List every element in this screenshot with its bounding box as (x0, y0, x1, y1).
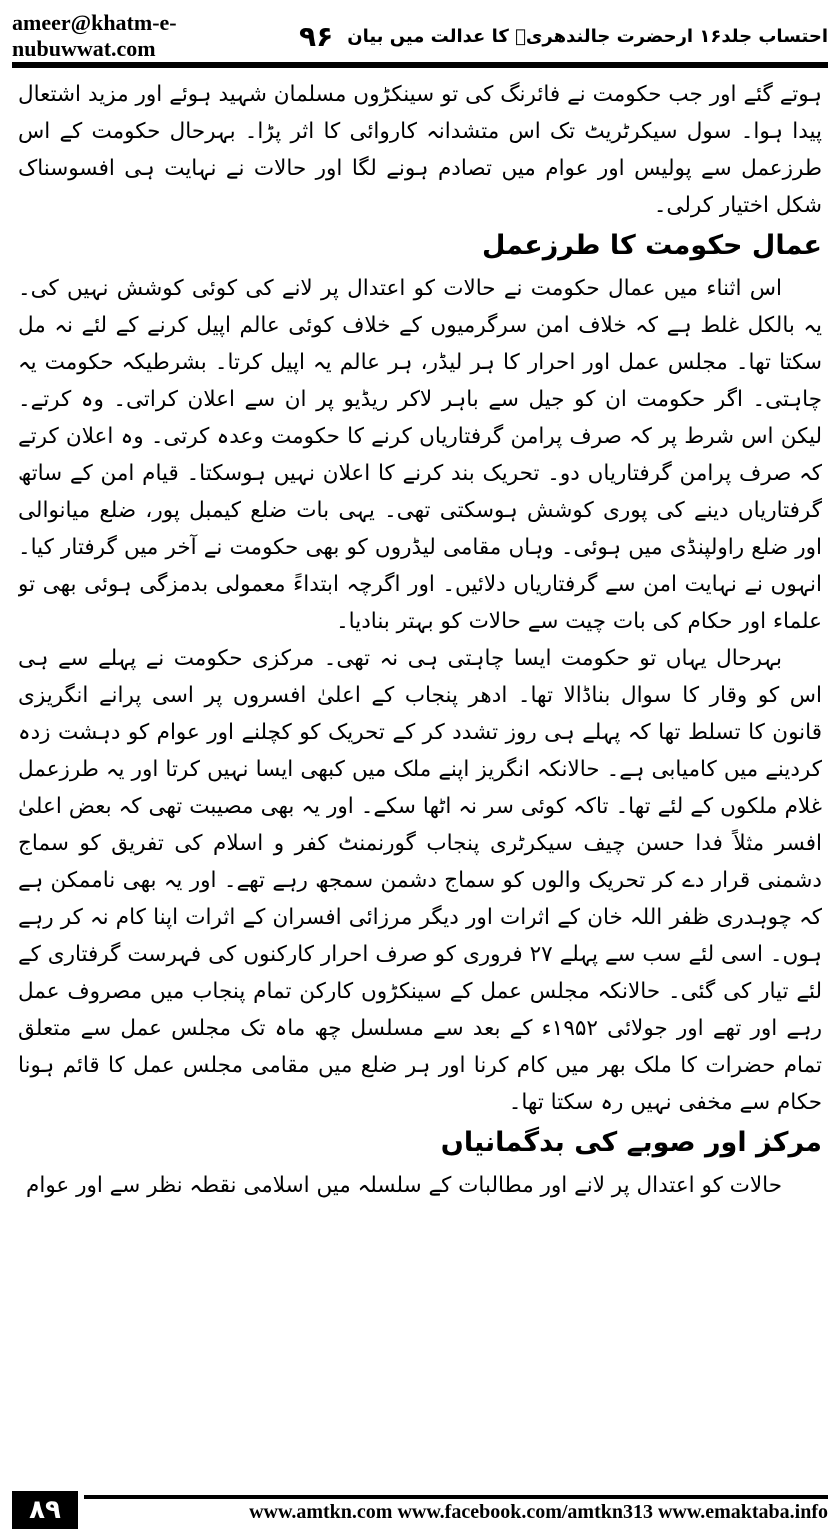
page-header (12, 10, 828, 61)
header-rule (12, 62, 828, 68)
section-heading-officials: عمال حکومت کا طرزعمل (482, 230, 822, 261)
paragraph: اس اثناء میں عمال حکومت نے حالات کو اعتدال پر لانے کی کوئی کوشش نہیں کی۔ یہ بالکل غلط ہے کہ خلاف امن سرگرمیوں کے خلاف کوئی عالم اپیل کرنے کے لئے نہ مل سکتا تھا۔ مجلس عمل اور احرار کا ہر لیڈر، ہر عالم یہ اپیل کرتا۔ بشرطیکہ حکومت یہ چاہتی۔ اگر حکومت ان کو جیل سے باہر لاکر ریڈیو پر ان سے اعلان کراتی۔ وہ کرتے۔ لیکن اس شرط پر کہ صرف پرامن گرفتاریاں کرنے کا حکومت وعدہ کرتی۔ وہ اعلان کرتے کہ صرف پرامن گرفتاریاں دو۔ تحریک بند کرنے کا اعلان نہیں ہوسکتا۔ قیام امن کے ساتھ گرفتاریاں دینے کی پوری کوشش ہوسکتی تھی۔ یہی بات ضلع کیمبل پور، ضلع میانوالی اور ضلع راولپنڈی میں ہوئی۔ وہاں مقامی لیڈروں کو بھی حکومت نے آخر میں گرفتار کیا۔ انہوں نے نہایت امن سے گرفتاریاں دلائیں۔ اور اگرچہ ابتداءً معمولی بدمزگی ہوئی بھی تو علماء اور حکام کی بات چیت سے حالات کو بہتر بنادیا۔ (18, 276, 822, 634)
footer-rule (84, 1495, 828, 1499)
running-head: احتساب جلد۱۶ ارحضرت جالندھریؒ کا عدالت میں بیان (347, 25, 828, 47)
paragraph: حالات کو اعتدال پر لانے اور مطالبات کے سلسلہ میں اسلامی نقطہ نظر سے اور عوام (26, 1173, 782, 1198)
section-heading-center-province: مرکز اور صوبے کی بدگمانیاں (440, 1127, 822, 1158)
footer-links[interactable]: www.amtkn.com www.facebook.com/amtkn313 www.emaktaba.info (249, 1501, 828, 1523)
page-body (18, 76, 822, 1476)
paragraph: بہرحال یہاں تو حکومت ایسا چاہتی ہی نہ تھی۔ مرکزی حکومت نے پہلے سے ہی اس کو وقار کا سوال بناڈالا تھا۔ ادھر پنجاب کے اعلیٰ افسروں پر اسی پرانے انگریزی قانون کا تسلط تھا کہ پہلے ہی روز تشدد کر کے تحریک کو کچلنے اور عوام کو دہشت زدہ کردینے میں کامیابی ہے۔ حالانکہ انگریز اپنے ملک میں کبھی ایسا نہیں کرتا اور یہ طرزعمل غلام ملکوں کے لئے تھا۔ تاکہ کوئی سر نہ اٹھا سکے۔ اور یہ بھی مصیبت تھی کہ بعض اعلیٰ افسر مثلاً فدا حسن چیف سیکرٹری پنجاب گورنمنٹ کفر و اسلام کی تفریق کو سماج دشمنی قرار دے کر تحریک والوں کو سماج دشمن سمجھ رہے تھے۔ اور یہ بھی ناممکن ہے کہ چوہدری ظفر اللہ خان کے اثرات اور دیگر مرزائی افسران کے اثرات اپنا کام نہ کر رہے ہوں۔ اسی لئے سب سے پہلے ۲۷ فروری کو صرف احرار کارکنوں کی فہرست گرفتاری کے لئے تیار کی گئی۔ حالانکہ مجلس عمل کے سینکڑوں کارکن تمام پنجاب میں مصروف عمل رہے اور تھے اور جولائی ۱۹۵۲ء کے بعد سے مسلسل چھ ماہ تک مجلس عمل سے متعلق تمام حضرات کا ملک بھر میں کام کرنا اور ہر ضلع میں مقامی مجلس عمل کا قائم ہونا حکام سے مخفی نہیں رہ سکتا تھا۔ (18, 646, 822, 1115)
page-footer (12, 1490, 828, 1530)
paragraph: ہوتے گئے اور جب حکومت نے فائرنگ کی تو سینکڑوں مسلمان شہید ہوئے اور مزید اشتعال پیدا ہوا۔ سول سیکرٹریٹ تک اس متشدانہ کاروائی کا اثر پڑا۔ بہرحال حکومت کے اس طرزعمل سے پولیس اور عوام میں تصادم ہونے لگا اور حالات نے نہایت ہی افسوسناک شکل اختیار کرلی۔ (18, 82, 822, 218)
folio-number: ۸۹ (12, 1491, 78, 1529)
header-email: ameer@khatm-e-nubuwwat.com (12, 10, 177, 61)
header-left (12, 10, 347, 62)
footer-bar (78, 1491, 828, 1529)
page-number: ۹۶ (299, 19, 334, 53)
